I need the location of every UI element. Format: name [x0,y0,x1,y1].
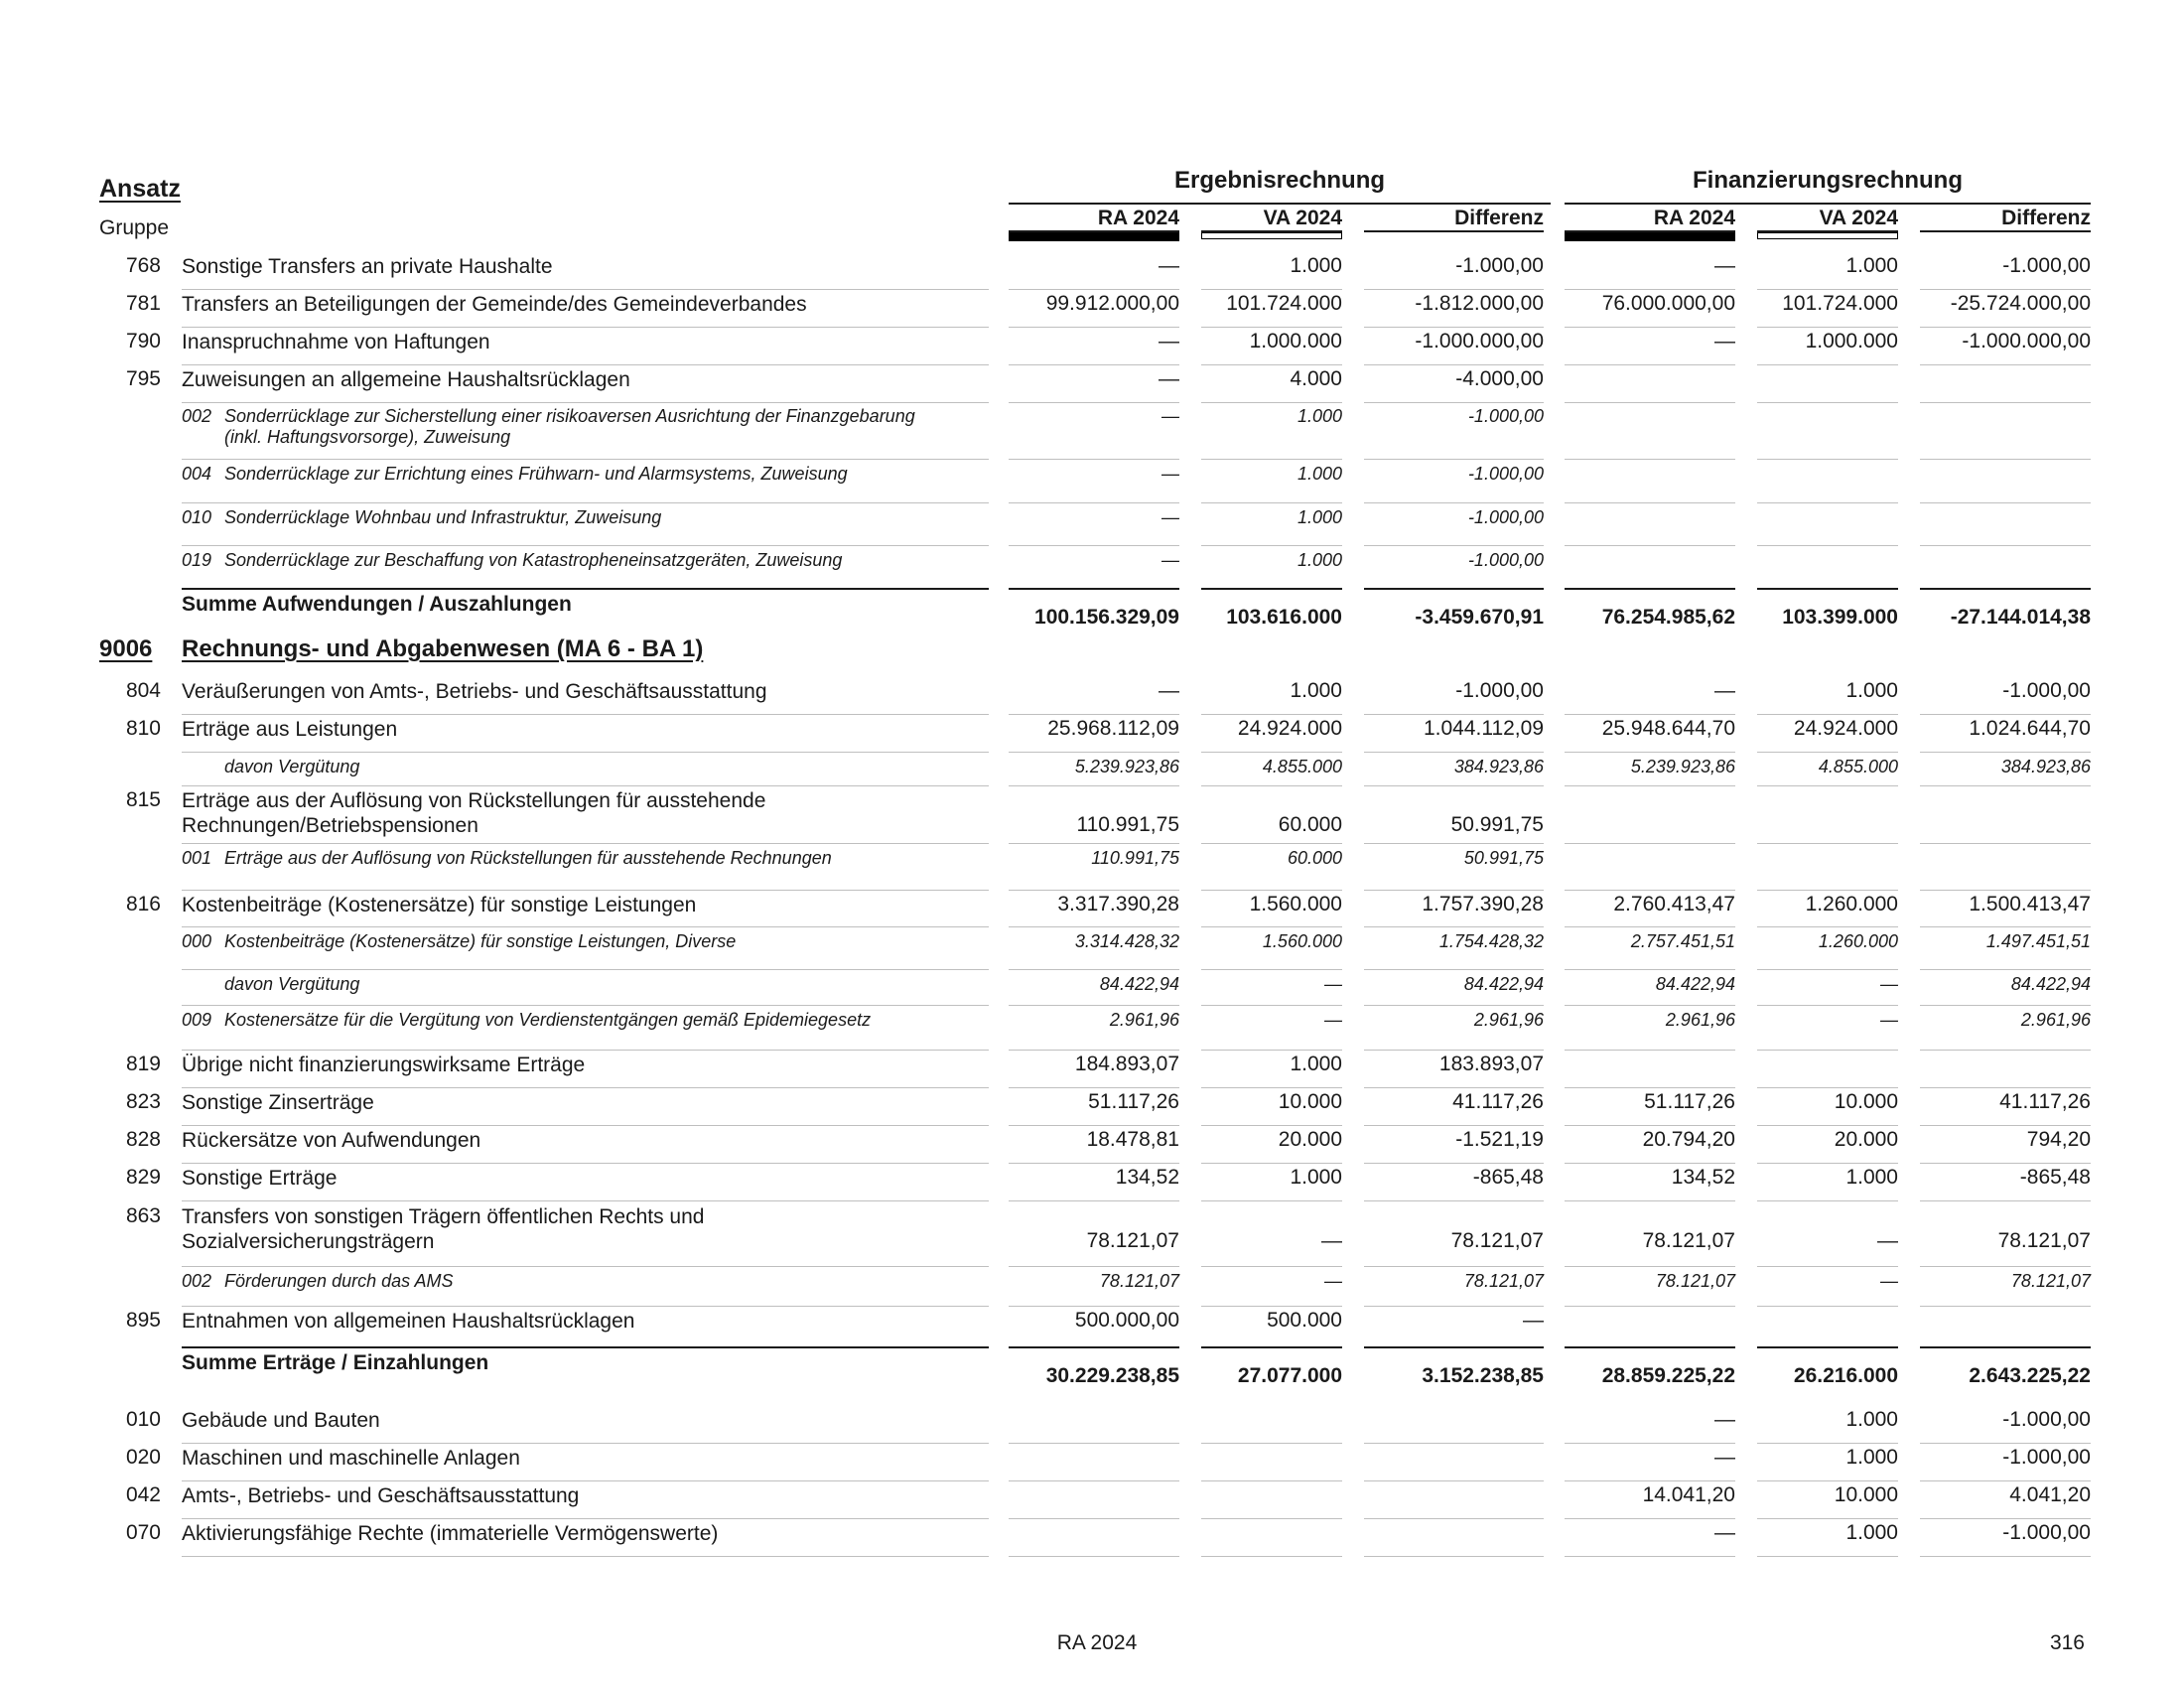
section-header [0,635,2184,677]
ergebnis-differenz-value: 1.044.112,09 [1423,717,1544,740]
finanzierung-va-2024-value: 10.000 [1834,1090,1898,1113]
row-label: Sonderrücklage zur Beschaffung von Katastropheneinsatzgeräten, Zuweisung [224,550,843,570]
ergebnis-va-2024-value: 101.724.000 [1226,292,1342,315]
ergebnis-va-2024-value: 1.000 [1290,254,1342,277]
finanzierung-va-2024-header: VA 2024 [1819,207,1898,229]
section-code: 9006 [99,635,153,662]
ergebnis-va-2024-value: 4.000 [1290,367,1342,390]
row-label: Transfers von sonstigen Trägern öffentlichen Rechts und [182,1205,705,1228]
table-row [0,715,2184,753]
ergebnis-differenz-value: -1.000,00 [1467,406,1544,426]
sum-row [0,590,2184,635]
ergebnis-va-2024-value: 1.560.000 [1249,893,1342,915]
finanzierung-va-2024-value: 1.000 [1845,1521,1898,1544]
table-row [0,460,2184,503]
row-code: 790 [125,330,161,352]
ergebnis-va-2024-value: 1.560.000 [1262,931,1342,951]
finanzierung-ra-2024-value: — [1714,254,1735,277]
ergebnis-ra-2024-header: RA 2024 [1097,207,1179,229]
finanzierung-ra-2024-value: — [1714,1446,1735,1469]
row-label: Rückersätze von Aufwendungen [182,1129,481,1152]
finanzierung-differenz-value: 78.121,07 [2010,1271,2091,1291]
ergebnis-differenz-value: 2.961,96 [1473,1010,1544,1030]
finanzierung-ra-2024-value: — [1714,1408,1735,1431]
row-code: 819 [125,1053,161,1075]
table-row [0,290,2184,328]
ergebnis-ra-2024-value: 84.422,94 [1099,974,1179,994]
ergebnis-ra-2024-value: 100.156.329,09 [1034,606,1179,629]
row-divider [1364,1556,1544,1557]
page-number: 316 [2049,1631,2085,1654]
row-code: 000 [182,931,212,951]
ergebnis-ra-2024-value: 110.991,75 [1091,848,1179,868]
finanzierungsrechnung-heading: Finanzierungsrechnung [1692,167,1963,194]
ergebnis-differenz-value: 50.991,75 [1463,848,1544,868]
ergebnis-differenz-value: -1.000,00 [1455,254,1544,277]
row-code: 002 [182,1271,212,1291]
table-row [0,1267,2184,1307]
row-divider [1009,1556,1179,1557]
row-label: Transfers an Beteiligungen der Gemeinde/des Gemeindeverbandes [182,293,807,316]
row-code: 009 [182,1010,212,1030]
row-label: Entnahmen von allgemeinen Haushaltsrücklagen [182,1310,635,1333]
ergebnis-ra-2024-value: 184.893,07 [1074,1053,1179,1075]
row-code: 829 [125,1166,161,1189]
finanzierung-ra-2024-value: 2.961,96 [1665,1010,1735,1030]
ergebnis-differenz-value: 183.893,07 [1438,1053,1544,1075]
ergebnis-differenz-value: -3.459.670,91 [1415,606,1544,629]
row-divider [1565,1556,1735,1557]
row-code: 816 [125,893,161,915]
va-marker-bar [1201,232,1342,239]
ergebnis-heading-line [1009,203,1551,205]
ergebnis-ra-2024-value: 3.314.428,32 [1074,931,1179,951]
row-label: Summe Erträge / Einzahlungen [182,1351,489,1374]
row-divider [182,1200,989,1201]
ergebnis-differenz-value: -1.521,19 [1455,1128,1544,1151]
finanzierung-ra-2024-value: 20.794,20 [1642,1128,1735,1151]
finanzierung-differenz-value: 794,20 [2026,1128,2091,1151]
row-label: Sonderrücklage Wohnbau und Infrastruktur, Zuweisung [224,507,662,527]
finanzierung-va-2024-value: 101.724.000 [1782,292,1898,315]
row-code: 004 [182,464,212,484]
row-code: 020 [125,1446,161,1469]
row-code: 002 [182,406,212,426]
finanzierung-va-2024-value: — [1880,974,1898,994]
finanzierung-va-2024-value: 1.260.000 [1818,931,1898,951]
ergebnis-ra-2024-value: — [1159,679,1179,702]
finanzierung-va-2024-value: — [1880,1010,1898,1030]
table-row [0,844,2184,891]
row-label: Erträge aus Leistungen [182,718,398,741]
row-code: 010 [125,1408,161,1431]
row-code: 895 [125,1309,161,1332]
finanzierung-va-2024-value: 1.000 [1845,1408,1898,1431]
row-label: Erträge aus der Auflösung von Rückstellungen für ausstehende [182,789,766,812]
ergebnis-ra-2024-value: — [1161,406,1179,426]
finanzierung-heading-line [1565,203,2091,205]
ergebnis-differenz-value: 84.422,94 [1463,974,1544,994]
finanzierung-differenz-value: 1.024.644,70 [1969,717,2091,740]
ergebnis-differenz-value: 1.754.428,32 [1438,931,1544,951]
row-label: Gebäude und Bauten [182,1409,380,1432]
ergebnis-differenz-value: 384.923,86 [1453,757,1544,776]
footer-title: RA 2024 [1056,1631,1138,1654]
row-label: Veräußerungen von Amts-, Betriebs- und Geschäftsausstattung [182,680,767,703]
ergebnis-va-2024-value: — [1324,1271,1342,1291]
ra-marker-bar [1009,232,1179,241]
finanzierung-differenz-header: Differenz [2001,207,2091,229]
table-row [0,786,2184,844]
ergebnis-ra-2024-value: 500.000,00 [1074,1309,1179,1332]
row-code: 781 [125,292,161,315]
finanzierung-ra-2024-value: 51.117,26 [1644,1090,1735,1113]
table-row [0,1444,2184,1481]
row-label: Erträge aus der Auflösung von Rückstellungen für ausstehende Rechnungen [224,848,832,868]
row-divider [182,1556,989,1557]
ergebnis-va-2024-value: 500.000 [1267,1309,1342,1332]
ergebnis-va-2024-value: 1.000 [1290,1053,1342,1075]
finanzierung-differenz-value: -865,48 [2019,1166,2091,1189]
ergebnis-differenz-value: 50.991,75 [1450,813,1544,836]
table-row [0,1202,2184,1267]
table-row [0,970,2184,1006]
finanzierung-differenz-value: 84.422,94 [2010,974,2091,994]
ergebnis-differenz-value: 1.757.390,28 [1422,893,1544,915]
ergebnis-differenz-value: — [1523,1309,1544,1332]
row-label: Kostenbeiträge (Kostenersätze) für sonstige Leistungen [182,894,697,916]
finanzierung-va-2024-value: 1.000 [1845,1166,1898,1189]
row-code: 042 [125,1483,161,1506]
column-underline [1364,230,1544,232]
finanzierung-ra-2024-value: 76.000.000,00 [1601,292,1735,315]
ergebnis-va-2024-value: 10.000 [1278,1090,1342,1113]
row-divider [1920,1200,2091,1201]
table-row [0,328,2184,365]
ergebnis-va-2024-value: 1.000 [1297,464,1342,484]
column-underline [1920,230,2091,232]
finanzierung-differenz-value: -1.000,00 [2002,1446,2091,1469]
ergebnis-ra-2024-value: 5.239.923,86 [1074,757,1179,776]
ergebnis-differenz-value: -865,48 [1472,1166,1544,1189]
row-label: Sonstige Erträge [182,1167,338,1190]
finanzierung-differenz-value: 2.961,96 [2020,1010,2091,1030]
finanzierung-ra-2024-value: 5.239.923,86 [1630,757,1735,776]
row-code: 795 [125,367,161,390]
finanzierung-ra-2024-value: 28.859.225,22 [1601,1364,1735,1387]
row-divider [1009,1200,1179,1201]
finanzierung-va-2024-value: 1.000.000 [1805,330,1898,352]
table-row [0,402,2184,460]
finanzierung-differenz-value: 2.643.225,22 [1969,1364,2091,1387]
ansatz-heading: Ansatz [99,175,181,203]
table-row [0,1519,2184,1557]
table-row [0,1126,2184,1164]
finanzierung-va-2024-value: — [1880,1271,1898,1291]
table-row [0,365,2184,403]
finanzierung-differenz-value: -1.000,00 [2002,679,2091,702]
finanzierung-differenz-value: 78.121,07 [1997,1229,2091,1252]
ergebnis-ra-2024-value: — [1159,254,1179,277]
finanzierung-ra-2024-value: 25.948.644,70 [1601,717,1735,740]
table-row [0,1406,2184,1444]
ergebnis-differenz-value: -1.812.000,00 [1415,292,1544,315]
finanzierung-differenz-value: 41.117,26 [1999,1090,2091,1113]
ergebnis-ra-2024-value: 99.912.000,00 [1045,292,1179,315]
ergebnis-va-2024-value: 103.616.000 [1226,606,1342,629]
row-label: Förderungen durch das AMS [224,1271,454,1291]
ergebnis-ra-2024-value: 18.478,81 [1086,1128,1179,1151]
ergebnis-va-2024-value: 1.000.000 [1249,330,1342,352]
finanzierung-ra-2024-value: 78.121,07 [1655,1271,1735,1291]
row-label: Sonderrücklage zur Sicherstellung einer risikoaversen Ausrichtung der Finanzgebarung [224,406,915,426]
row-label-continued: Rechnungen/Betriebspensionen [182,814,478,837]
finanzierung-differenz-value: -1.000,00 [2002,1408,2091,1431]
finanzierung-differenz-value: 1.497.451,51 [1985,931,2091,951]
finanzierung-ra-2024-value: 78.121,07 [1642,1229,1735,1252]
row-divider [1565,1200,1735,1201]
ergebnis-differenz-value: 41.117,26 [1452,1090,1544,1113]
ergebnis-ra-2024-value: 25.968.112,09 [1047,717,1179,740]
ergebnis-ra-2024-value: — [1161,550,1179,570]
row-divider [1920,1556,2091,1557]
row-code: 828 [125,1128,161,1151]
section-title: Rechnungs- und Abgabenwesen (MA 6 - BA 1) [182,635,704,662]
row-divider [1757,1200,1898,1201]
finanzierung-va-2024-value: 1.000 [1845,1446,1898,1469]
finanzierung-ra-2024-value: — [1714,1521,1735,1544]
row-label: Sonderrücklage zur Errichtung eines Frühwarn- und Alarmsystems, Zuweisung [224,464,848,484]
row-code: 863 [125,1204,161,1227]
ergebnis-ra-2024-value: — [1161,464,1179,484]
row-label: Summe Aufwendungen / Auszahlungen [182,593,572,616]
finanzierung-ra-2024-value: — [1714,679,1735,702]
finanzierung-differenz-value: -25.724.000,00 [1950,292,2091,315]
ergebnis-ra-2024-value: 51.117,26 [1088,1090,1179,1113]
ergebnis-va-2024-value: 1.000 [1290,1166,1342,1189]
row-divider [1364,1200,1544,1201]
ergebnis-ra-2024-value: 30.229.238,85 [1045,1364,1179,1387]
ergebnis-va-2024-value: 24.924.000 [1237,717,1342,740]
row-label: Maschinen und maschinelle Anlagen [182,1447,520,1470]
row-label: Sonstige Zinserträge [182,1091,374,1114]
finanzierung-ra-2024-value: 14.041,20 [1642,1483,1735,1506]
table-row [0,546,2184,590]
finanzierung-va-2024-value: 1.260.000 [1805,893,1898,915]
row-divider [1757,1556,1898,1557]
ergebnisrechnung-heading: Ergebnisrechnung [1173,167,1386,194]
gruppe-heading: Gruppe [99,216,170,239]
finanzierung-ra-2024-value: 2.760.413,47 [1613,893,1735,915]
table-row [0,677,2184,715]
ergebnis-va-2024-value: 1.000 [1297,406,1342,426]
finanzierung-ra-2024-value: 134,52 [1671,1166,1735,1189]
finanzierung-va-2024-value: 24.924.000 [1793,717,1898,740]
ergebnis-va-2024-value: — [1324,974,1342,994]
row-code: 019 [182,550,212,570]
row-label: Kostenersätze für die Vergütung von Verdienstentgängen gemäß Epidemiegesetz [224,1010,872,1030]
row-code: 768 [125,254,161,277]
row-label: Aktivierungsfähige Rechte (immaterielle Vermögenswerte) [182,1522,719,1545]
ergebnis-differenz-value: -1.000.000,00 [1415,330,1544,352]
row-label-continued: Sozialversicherungsträgern [182,1230,435,1253]
table-row [0,252,2184,290]
ergebnis-va-2024-value: 1.000 [1297,507,1342,527]
ergebnis-differenz-value: -4.000,00 [1455,367,1544,390]
finanzierung-ra-2024-value: 76.254.985,62 [1601,606,1735,629]
ra-marker-bar [1565,232,1735,241]
ergebnis-va-2024-value: 20.000 [1278,1128,1342,1151]
row-label: Inanspruchnahme von Haftungen [182,331,490,353]
ergebnis-differenz-value: -1.000,00 [1467,464,1544,484]
ergebnis-ra-2024-value: 2.961,96 [1109,1010,1179,1030]
finanzierung-differenz-value: -1.000.000,00 [1962,330,2091,352]
ergebnis-va-2024-header: VA 2024 [1263,207,1342,229]
table-row [0,1307,2184,1348]
table-row [0,891,2184,927]
table-row [0,1164,2184,1201]
table-row [0,1088,2184,1126]
table-row [0,753,2184,786]
ergebnis-ra-2024-value: — [1159,367,1179,390]
row-label: Übrige nicht finanzierungswirksame Erträge [182,1054,586,1076]
row-label: davon Vergütung [224,757,360,776]
ergebnis-differenz-value: 78.121,07 [1463,1271,1544,1291]
finanzierung-va-2024-value: — [1877,1229,1898,1252]
finanzierung-differenz-value: 384.923,86 [2000,757,2091,776]
ergebnis-va-2024-value: 1.000 [1297,550,1342,570]
row-code: 810 [125,717,161,740]
ergebnis-differenz-header: Differenz [1454,207,1544,229]
table-row [0,1051,2184,1088]
table-row [0,1006,2184,1051]
row-label-continued: (inkl. Haftungsvorsorge), Zuweisung [224,427,511,447]
ergebnis-differenz-value: 78.121,07 [1450,1229,1544,1252]
table-row [0,927,2184,970]
finanzierung-differenz-value: -1.000,00 [2002,1521,2091,1544]
row-label: davon Vergütung [224,974,360,994]
table-row [0,1481,2184,1519]
finanzierung-va-2024-value: 103.399.000 [1782,606,1898,629]
finanzierung-va-2024-value: 20.000 [1834,1128,1898,1151]
row-code: 010 [182,507,212,527]
finanzierung-differenz-value: -27.144.014,38 [1950,606,2091,629]
ergebnis-ra-2024-value: — [1161,507,1179,527]
row-label: Zuweisungen an allgemeine Haushaltsrücklagen [182,368,630,391]
finanzierung-va-2024-value: 1.000 [1845,254,1898,277]
ergebnis-differenz-value: 3.152.238,85 [1422,1364,1544,1387]
row-divider [1201,1556,1342,1557]
row-divider [1201,1200,1342,1201]
ergebnis-ra-2024-value: 78.121,07 [1086,1229,1179,1252]
finanzierung-ra-2024-value: 2.757.451,51 [1630,931,1735,951]
ergebnis-va-2024-value: 1.000 [1290,679,1342,702]
row-code: 804 [125,679,161,702]
ergebnis-va-2024-value: 60.000 [1287,848,1342,868]
sum-row [0,1348,2184,1406]
finanzierung-va-2024-value: 4.855.000 [1818,757,1898,776]
row-label: Sonstige Transfers an private Haushalte [182,255,553,278]
ergebnis-va-2024-value: — [1324,1010,1342,1030]
ergebnis-ra-2024-value: 110.991,75 [1076,813,1179,836]
row-label: Kostenbeiträge (Kostenersätze) für sonstige Leistungen, Diverse [224,931,737,951]
finanzierung-ra-2024-value: — [1714,330,1735,352]
finanzierung-differenz-value: -1.000,00 [2002,254,2091,277]
finanzierung-differenz-value: 4.041,20 [2009,1483,2091,1506]
ergebnis-va-2024-value: 27.077.000 [1237,1364,1342,1387]
ergebnis-ra-2024-value: 78.121,07 [1099,1271,1179,1291]
table-row [0,503,2184,546]
finanzierung-va-2024-value: 10.000 [1834,1483,1898,1506]
finanzierung-ra-2024-header: RA 2024 [1653,207,1735,229]
ergebnis-ra-2024-value: 3.317.390,28 [1057,893,1179,915]
row-code: 823 [125,1090,161,1113]
ergebnis-va-2024-value: 60.000 [1278,813,1342,836]
ergebnis-ra-2024-value: — [1159,330,1179,352]
finanzierung-differenz-value: 1.500.413,47 [1969,893,2091,915]
finanzierung-ra-2024-value: 84.422,94 [1655,974,1735,994]
row-label: Amts-, Betriebs- und Geschäftsausstattung [182,1484,580,1507]
ergebnis-differenz-value: -1.000,00 [1467,507,1544,527]
ergebnis-va-2024-value: 4.855.000 [1262,757,1342,776]
finanzierung-va-2024-value: 1.000 [1845,679,1898,702]
ergebnis-va-2024-value: — [1321,1229,1342,1252]
ergebnis-differenz-value: -1.000,00 [1455,679,1544,702]
row-code: 815 [125,788,161,811]
ergebnis-ra-2024-value: 134,52 [1115,1166,1179,1189]
va-marker-bar [1757,232,1898,239]
row-code: 001 [182,848,212,868]
finanzierung-va-2024-value: 26.216.000 [1793,1364,1898,1387]
ergebnis-differenz-value: -1.000,00 [1467,550,1544,570]
row-code: 070 [125,1521,161,1544]
